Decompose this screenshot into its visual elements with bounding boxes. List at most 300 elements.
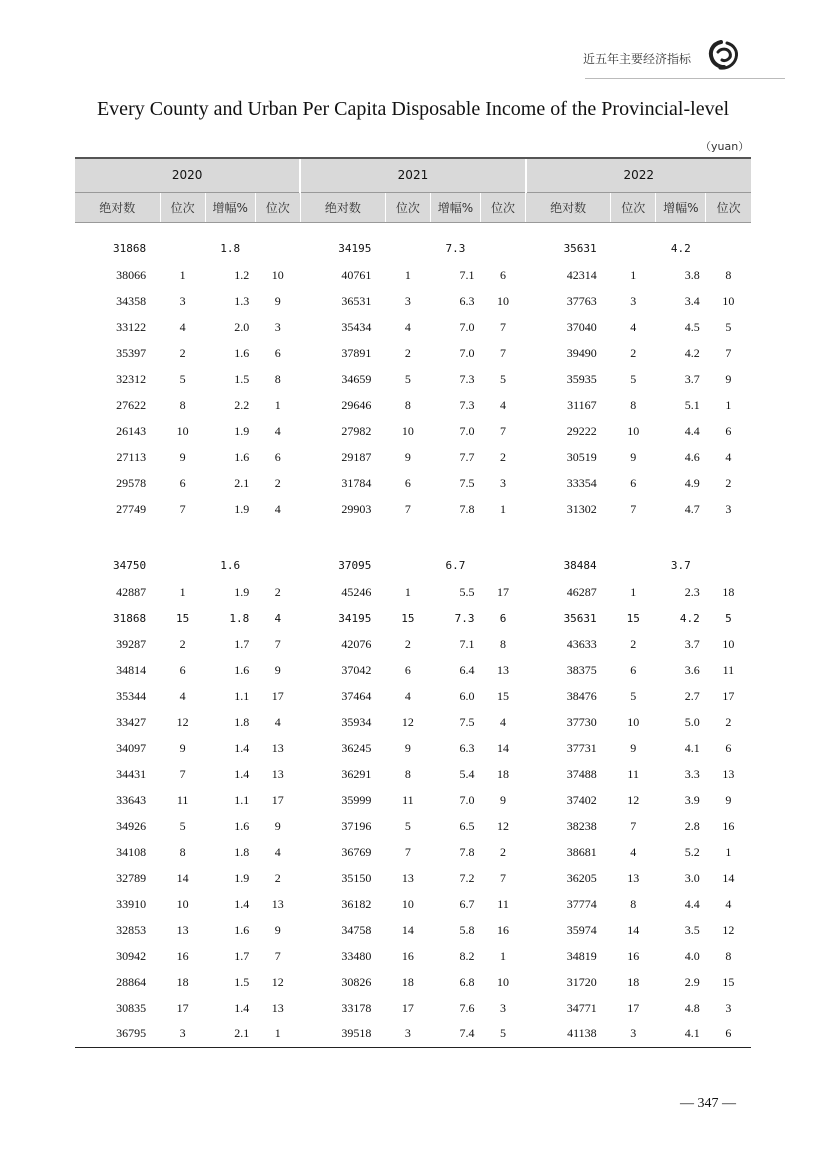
rank-cell: 12 [401, 714, 414, 729]
rank-cell: 18 [401, 974, 414, 989]
growth-cell: 4.4 [684, 423, 700, 438]
growth-cell: 1.8 [229, 611, 250, 625]
growth-cell: 7.8 [459, 844, 475, 859]
table-row [75, 735, 751, 761]
absolute-value-cell: 37774 [566, 896, 597, 911]
growth-cell: 1.4 [234, 740, 250, 755]
growth-rank-cell: 9 [274, 662, 281, 677]
growth-rank-cell: 9 [274, 922, 281, 937]
absolute-value-cell: 36182 [341, 896, 372, 911]
growth-rank-cell: 10 [497, 974, 510, 989]
growth-cell: 2.2 [234, 397, 250, 412]
absolute-value-cell: 46287 [566, 584, 597, 599]
growth-rank-cell: 6 [499, 611, 507, 625]
growth-rank-cell: 9 [274, 818, 281, 833]
growth-cell: 1.9 [234, 870, 250, 885]
table-row [75, 314, 751, 340]
rank-cell: 16 [176, 948, 189, 963]
growth-rank-cell: 1 [725, 397, 732, 412]
absolute-value-cell: 31784 [341, 475, 372, 490]
column-header: 增幅% [430, 192, 480, 222]
growth-rank-cell: 14 [722, 870, 735, 885]
table-row [75, 392, 751, 418]
header-rule [585, 78, 785, 79]
logo-icon [707, 38, 741, 72]
absolute-value-cell: 34431 [116, 766, 147, 781]
rank-cell: 4 [404, 688, 411, 703]
growth-rank-cell: 5 [481, 1021, 526, 1047]
growth-cell: 7.7 [459, 449, 475, 464]
rank-cell: 3 [630, 293, 637, 308]
rank-cell: 17 [401, 1000, 414, 1015]
table-row [75, 262, 751, 288]
growth-rank-cell: 4 [274, 423, 281, 438]
rank-cell: 1 [630, 584, 637, 599]
rank-cell [385, 235, 430, 262]
column-header: 位次 [160, 192, 205, 222]
growth-cell: 4.4 [684, 896, 700, 911]
growth-rank-cell: 18 [722, 584, 735, 599]
rank-cell: 11 [402, 792, 414, 807]
growth-cell: 7.3 [459, 397, 475, 412]
growth-cell: 7.8 [459, 501, 475, 516]
growth-cell: 4.8 [684, 1000, 700, 1015]
growth-rank-cell [481, 235, 526, 262]
absolute-value-cell: 32789 [116, 870, 147, 885]
rank-cell: 15 [401, 611, 415, 625]
growth-cell: 6.7 [445, 559, 466, 572]
absolute-value-cell: 31720 [566, 974, 597, 989]
absolute-value-cell: 39287 [116, 636, 147, 651]
absolute-value-cell: 27749 [116, 501, 147, 516]
rank-cell: 7 [179, 766, 186, 781]
rank-cell: 4 [179, 688, 186, 703]
growth-rank-cell: 12 [497, 818, 510, 833]
growth-rank-cell: 9 [500, 792, 507, 807]
growth-cell: 7.1 [459, 636, 475, 651]
rank-cell: 10 [401, 896, 414, 911]
year-header: 2022 [526, 158, 751, 192]
rank-cell: 7 [404, 844, 411, 859]
absolute-value-cell: 33427 [116, 714, 147, 729]
growth-rank-cell: 13 [722, 766, 735, 781]
rank-cell: 1 [179, 584, 186, 599]
growth-cell: 7.4 [430, 1021, 480, 1047]
absolute-value-cell: 34771 [566, 1000, 597, 1015]
rank-cell: 5 [404, 818, 411, 833]
absolute-value-cell: 37040 [566, 319, 597, 334]
absolute-value-cell: 34758 [341, 922, 372, 937]
growth-cell: 8.2 [459, 948, 475, 963]
absolute-value-cell: 37042 [341, 662, 372, 677]
growth-cell: 7.5 [459, 475, 475, 490]
absolute-value-cell: 28864 [116, 974, 147, 989]
absolute-value-cell: 27113 [116, 449, 147, 464]
growth-cell: 3.7 [670, 559, 691, 572]
rank-cell: 15 [175, 611, 190, 625]
rank-cell: 15 [626, 611, 640, 625]
column-header: 位次 [255, 192, 300, 222]
rank-cell: 4 [630, 319, 637, 334]
growth-cell: 6.8 [459, 974, 475, 989]
year-header: 2020 [75, 158, 300, 192]
rank-cell: 9 [179, 449, 186, 464]
table-row [75, 865, 751, 891]
table-row [75, 288, 751, 314]
growth-cell: 1.9 [234, 423, 250, 438]
table-row [75, 787, 751, 813]
growth-cell: 2.1 [234, 475, 250, 490]
absolute-value-cell: 38238 [566, 818, 597, 833]
table-row [75, 683, 751, 709]
growth-rank-cell: 13 [271, 896, 284, 911]
growth-rank-cell [706, 235, 751, 262]
growth-cell: 1.8 [234, 844, 250, 859]
growth-rank-cell: 4 [725, 449, 732, 464]
growth-cell: 5.2 [684, 844, 700, 859]
rank-cell: 3 [611, 1021, 656, 1047]
rank-cell: 5 [630, 371, 637, 386]
spacer-row [75, 522, 751, 552]
rank-cell: 3 [179, 293, 186, 308]
absolute-value-cell: 36291 [341, 766, 372, 781]
growth-cell: 7.3 [454, 611, 475, 625]
absolute-value-cell: 34108 [116, 844, 147, 859]
rank-cell: 18 [176, 974, 189, 989]
growth-rank-cell: 4 [725, 896, 732, 911]
column-header: 位次 [385, 192, 430, 222]
growth-cell: 7.0 [459, 319, 475, 334]
growth-cell: 4.2 [679, 611, 700, 625]
absolute-value-cell: 32312 [116, 371, 147, 386]
absolute-value-cell: 38066 [116, 267, 147, 282]
growth-rank-cell: 10 [722, 293, 735, 308]
column-header: 位次 [706, 192, 751, 222]
year-header: 2021 [300, 158, 525, 192]
absolute-value-cell: 35631 [563, 242, 597, 255]
rank-cell: 3 [404, 293, 411, 308]
growth-rank-cell: 13 [271, 766, 284, 781]
growth-cell: 3.5 [684, 922, 700, 937]
rank-cell [160, 552, 205, 579]
summary-row [75, 235, 751, 262]
table-row [75, 496, 751, 522]
absolute-value-cell: 29646 [341, 397, 372, 412]
growth-rank-cell [481, 552, 526, 579]
absolute-value-cell: 39518 [300, 1021, 385, 1047]
absolute-value-cell: 35434 [341, 319, 372, 334]
growth-cell: 1.4 [234, 896, 250, 911]
absolute-value-cell: 38484 [563, 559, 597, 572]
rank-cell: 11 [176, 792, 189, 807]
growth-cell: 1.2 [234, 267, 250, 282]
growth-rank-cell: 13 [271, 740, 284, 755]
growth-cell: 1.9 [234, 584, 250, 599]
growth-cell: 1.5 [234, 974, 250, 989]
absolute-value-cell: 45246 [341, 584, 372, 599]
growth-rank-cell: 7 [500, 345, 507, 360]
growth-cell: 1.7 [234, 948, 250, 963]
absolute-value-cell: 27622 [116, 397, 147, 412]
rank-cell: 6 [630, 475, 637, 490]
growth-cell: 3.0 [684, 870, 700, 885]
growth-cell: 7.6 [459, 1000, 475, 1015]
absolute-value-cell: 29578 [116, 475, 147, 490]
rank-cell: 17 [627, 1000, 640, 1015]
column-header: 位次 [481, 192, 526, 222]
rank-cell: 14 [401, 922, 414, 937]
table-row [75, 1021, 751, 1047]
rank-cell: 3 [385, 1021, 430, 1047]
rank-cell [611, 552, 656, 579]
growth-rank-cell: 6 [725, 423, 732, 438]
rank-cell: 7 [404, 501, 411, 516]
absolute-value-cell: 35999 [341, 792, 372, 807]
absolute-value-cell: 30835 [116, 1000, 147, 1015]
table-row [75, 813, 751, 839]
rank-cell: 6 [179, 662, 186, 677]
absolute-value-cell: 30519 [566, 449, 597, 464]
rank-cell: 10 [176, 896, 189, 911]
running-header: 近五年主要经济指标 [583, 52, 692, 66]
year-header-row [75, 158, 751, 192]
rank-cell: 10 [627, 714, 640, 729]
rank-cell: 6 [404, 475, 411, 490]
growth-cell: 3.7 [684, 371, 700, 386]
growth-rank-cell: 3 [725, 1000, 732, 1015]
table-row [75, 891, 751, 917]
growth-rank-cell [255, 552, 300, 579]
rank-cell: 4 [404, 319, 411, 334]
absolute-value-cell: 36531 [341, 293, 372, 308]
growth-cell: 1.9 [234, 501, 250, 516]
growth-cell: 1.6 [234, 345, 250, 360]
rank-cell: 9 [630, 740, 637, 755]
growth-cell: 1.6 [234, 818, 250, 833]
growth-rank-cell: 13 [271, 1000, 284, 1015]
growth-rank-cell: 2 [500, 449, 507, 464]
rank-cell: 8 [179, 397, 186, 412]
growth-rank-cell: 8 [725, 948, 732, 963]
growth-cell: 3.6 [684, 662, 700, 677]
rank-cell: 10 [176, 423, 189, 438]
table-row [75, 761, 751, 787]
growth-rank-cell: 4 [274, 844, 281, 859]
absolute-value-cell: 34358 [116, 293, 147, 308]
growth-cell: 7.0 [459, 345, 475, 360]
absolute-value-cell: 38375 [566, 662, 597, 677]
rank-cell: 10 [627, 423, 640, 438]
rank-cell: 5 [404, 371, 411, 386]
growth-rank-cell: 7 [274, 636, 281, 651]
subheader-row [75, 192, 751, 222]
table-row [75, 418, 751, 444]
rank-cell [160, 235, 205, 262]
absolute-value-cell: 36245 [341, 740, 372, 755]
growth-rank-cell: 13 [497, 662, 510, 677]
absolute-value-cell: 29903 [341, 501, 372, 516]
absolute-value-cell: 35934 [341, 714, 372, 729]
rank-cell: 1 [630, 267, 637, 282]
column-header: 绝对数 [75, 192, 160, 222]
table-row [75, 709, 751, 735]
absolute-value-cell: 42314 [566, 267, 597, 282]
growth-cell: 3.9 [684, 792, 700, 807]
absolute-value-cell: 35397 [116, 345, 147, 360]
rank-cell: 4 [179, 319, 186, 334]
column-header: 位次 [611, 192, 656, 222]
growth-cell: 4.1 [684, 740, 700, 755]
rank-cell: 13 [176, 922, 189, 937]
rank-cell: 3 [160, 1021, 205, 1047]
rank-cell: 2 [630, 636, 637, 651]
absolute-value-cell: 35344 [116, 688, 147, 703]
growth-rank-cell: 6 [500, 267, 507, 282]
growth-rank-cell: 10 [722, 636, 735, 651]
absolute-value-cell: 34819 [566, 948, 597, 963]
rank-cell: 16 [401, 948, 414, 963]
table-row [75, 605, 751, 631]
absolute-value-cell: 35935 [566, 371, 597, 386]
rank-cell: 1 [404, 267, 411, 282]
growth-rank-cell: 17 [722, 688, 735, 703]
absolute-value-cell: 31167 [567, 397, 597, 412]
table-row [75, 943, 751, 969]
absolute-value-cell: 34659 [341, 371, 372, 386]
growth-rank-cell: 12 [271, 974, 284, 989]
growth-cell: 4.5 [684, 319, 700, 334]
growth-rank-cell: 4 [500, 714, 507, 729]
growth-cell: 2.8 [684, 818, 700, 833]
growth-rank-cell [706, 552, 751, 579]
growth-cell: 6.4 [459, 662, 475, 677]
absolute-value-cell: 37464 [341, 688, 372, 703]
growth-cell: 1.3 [234, 293, 250, 308]
absolute-value-cell: 37196 [341, 818, 372, 833]
rank-cell: 5 [630, 688, 637, 703]
growth-rank-cell: 1 [725, 844, 732, 859]
table-row [75, 444, 751, 470]
growth-rank-cell: 3 [274, 319, 281, 334]
growth-cell: 3.3 [684, 766, 700, 781]
growth-cell: 1.6 [234, 449, 250, 464]
rank-cell: 1 [404, 584, 411, 599]
rank-cell: 7 [630, 501, 637, 516]
rank-cell: 13 [627, 870, 640, 885]
absolute-value-cell: 33122 [116, 319, 147, 334]
growth-rank-cell: 3 [725, 501, 732, 516]
growth-cell: 4.0 [684, 948, 700, 963]
rank-cell: 6 [404, 662, 411, 677]
rank-cell: 17 [176, 1000, 189, 1015]
rank-cell: 9 [179, 740, 186, 755]
growth-rank-cell: 2 [725, 475, 732, 490]
rank-cell: 5 [179, 371, 186, 386]
growth-cell: 6.3 [459, 293, 475, 308]
growth-rank-cell: 17 [497, 584, 510, 599]
growth-cell: 6.3 [459, 740, 475, 755]
growth-rank-cell: 2 [274, 870, 281, 885]
rank-cell: 9 [404, 740, 411, 755]
absolute-value-cell: 38476 [566, 688, 597, 703]
absolute-value-cell: 36205 [566, 870, 597, 885]
growth-rank-cell: 8 [725, 267, 732, 282]
growth-cell: 2.3 [684, 584, 700, 599]
absolute-value-cell: 33910 [116, 896, 147, 911]
growth-cell: 7.3 [459, 371, 475, 386]
growth-rank-cell: 6 [706, 1021, 751, 1047]
growth-cell: 3.8 [684, 267, 700, 282]
growth-rank-cell: 4 [274, 714, 281, 729]
absolute-value-cell: 43633 [566, 636, 597, 651]
rank-cell: 12 [627, 792, 640, 807]
table-body [75, 222, 751, 1047]
growth-cell: 2.7 [684, 688, 700, 703]
growth-cell: 1.1 [234, 688, 250, 703]
rank-cell: 2 [404, 345, 411, 360]
unit-label: （yuan） [700, 140, 750, 153]
rank-cell: 8 [630, 397, 637, 412]
growth-rank-cell: 2 [500, 844, 507, 859]
rank-cell: 14 [176, 870, 189, 885]
absolute-value-cell: 34814 [116, 662, 147, 677]
growth-rank-cell: 10 [271, 267, 284, 282]
growth-cell: 4.2 [684, 345, 700, 360]
column-header: 增幅% [205, 192, 255, 222]
rank-cell: 1 [179, 267, 186, 282]
absolute-value-cell: 37763 [566, 293, 597, 308]
rank-cell: 18 [627, 974, 640, 989]
absolute-value-cell: 41138 [526, 1021, 611, 1047]
growth-rank-cell: 9 [725, 371, 732, 386]
absolute-value-cell: 34195 [338, 611, 372, 625]
absolute-value-cell: 35150 [341, 870, 372, 885]
column-header: 绝对数 [526, 192, 611, 222]
growth-rank-cell: 17 [271, 688, 284, 703]
growth-rank-cell: 11 [722, 662, 735, 677]
absolute-value-cell: 30942 [116, 948, 147, 963]
absolute-value-cell: 34750 [112, 559, 147, 572]
table-row [75, 340, 751, 366]
growth-rank-cell: 9 [725, 792, 732, 807]
absolute-value-cell: 33178 [341, 1000, 372, 1015]
growth-rank-cell: 2 [274, 584, 281, 599]
growth-cell: 6.7 [459, 896, 475, 911]
growth-cell: 4.6 [684, 449, 700, 464]
rank-cell: 14 [627, 922, 640, 937]
growth-rank-cell: 1 [500, 948, 507, 963]
growth-rank-cell: 1 [274, 397, 281, 412]
table-row [75, 657, 751, 683]
rank-cell: 16 [627, 948, 640, 963]
growth-rank-cell: 9 [274, 293, 281, 308]
growth-cell: 5.8 [459, 922, 475, 937]
table-row [75, 579, 751, 605]
table-row [75, 995, 751, 1021]
absolute-value-cell: 32853 [116, 922, 147, 937]
rank-cell: 2 [404, 636, 411, 651]
growth-rank-cell: 15 [497, 688, 510, 703]
growth-cell: 5.5 [459, 584, 475, 599]
growth-rank-cell: 2 [274, 475, 281, 490]
rank-cell: 8 [404, 766, 411, 781]
growth-rank-cell: 6 [725, 740, 732, 755]
table-row [75, 631, 751, 657]
growth-rank-cell: 12 [722, 922, 735, 937]
rank-cell: 11 [627, 766, 639, 781]
growth-cell: 7.5 [459, 714, 475, 729]
absolute-value-cell: 37731 [566, 740, 597, 755]
